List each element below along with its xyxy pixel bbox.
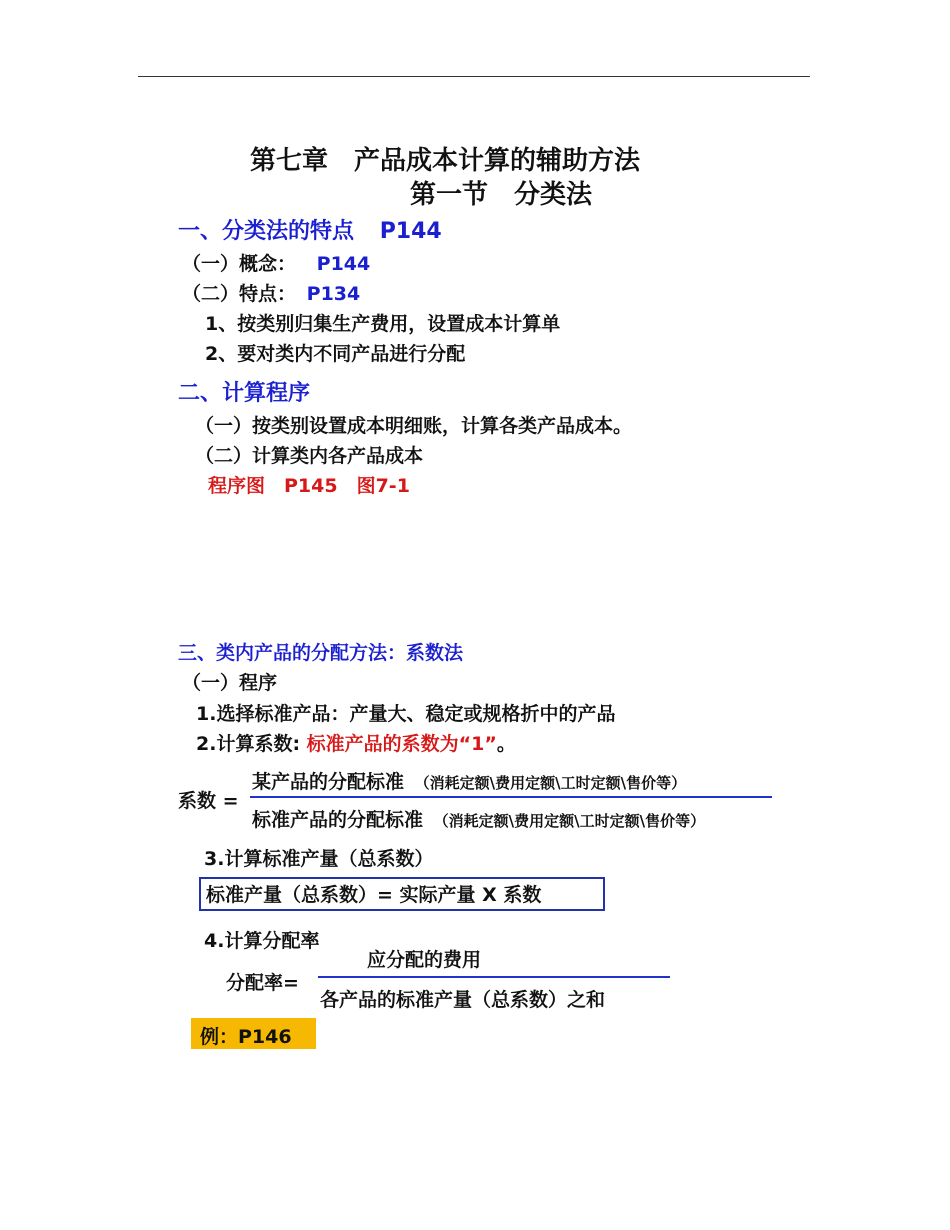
rate-label: 分配率= (226, 972, 299, 994)
concept-label: （一）概念： (182, 253, 297, 275)
feature-label: （二）特点： (182, 283, 297, 305)
coef-fraction-bar (250, 796, 772, 798)
coef-denominator (252, 805, 705, 832)
concept-page: P144 (316, 253, 371, 275)
feature-page: P134 (306, 283, 361, 305)
part2-heading: 二、计算程序 (178, 381, 311, 406)
part1-heading-page: P144 (379, 219, 442, 244)
step-1: （一）按类别设置成本明细账，计算各类产品成本。 (195, 415, 633, 437)
chart-reference: 程序图 P145 图7-1 (208, 475, 410, 497)
feature-line (182, 279, 360, 306)
item-2-prefix: 2.计算系数: (196, 733, 307, 755)
item-2-suffix: 。 (496, 733, 516, 755)
chapter-title: 第七章 产品成本计算的辅助方法 (250, 146, 641, 176)
coef-numerator-text: 某产品的分配标准 (252, 771, 405, 793)
example-label: 例：P146 (200, 1026, 292, 1048)
procedure-item-1: 1.选择标准产品：产量大、稳定或规格折中的产品 (196, 703, 616, 725)
concept-line (182, 249, 370, 276)
header-rule (138, 76, 810, 77)
coef-numerator (252, 767, 686, 794)
section-title: 第一节 分类法 (410, 180, 593, 210)
step-2: （二）计算类内各产品成本 (195, 445, 424, 467)
feature-item-2: 2、要对类内不同产品进行分配 (205, 343, 466, 365)
procedure-item-4: 4.计算分配率 (204, 930, 320, 952)
rate-fraction-bar (318, 976, 670, 978)
part1-heading (178, 214, 442, 245)
coef-denominator-note: （消耗定额\费用定额\工时定额\售价等） (433, 812, 706, 830)
rate-numerator: 应分配的费用 (367, 949, 482, 971)
rate-denominator: 各产品的标准产量（总系数）之和 (320, 989, 606, 1011)
item-2-highlight: 标准产品的系数为“1” (306, 733, 497, 755)
procedure-label: （一）程序 (182, 672, 278, 694)
procedure-item-2 (196, 729, 516, 756)
feature-item-1: 1、按类别归集生产费用，设置成本计算单 (205, 313, 561, 335)
part1-heading-text: 一、分类法的特点 (178, 219, 355, 244)
coef-numerator-note: （消耗定额\费用定额\工时定额\售价等） (414, 774, 687, 792)
coef-denominator-text: 标准产品的分配标准 (252, 809, 424, 831)
coef-label: 系数 = (178, 790, 239, 812)
part3-heading: 三、类内产品的分配方法：系数法 (178, 642, 464, 664)
formula-text: 标准产量（总系数）= 实际产量 X 系数 (206, 884, 542, 906)
procedure-item-3: 3.计算标准产量（总系数） (204, 848, 434, 870)
